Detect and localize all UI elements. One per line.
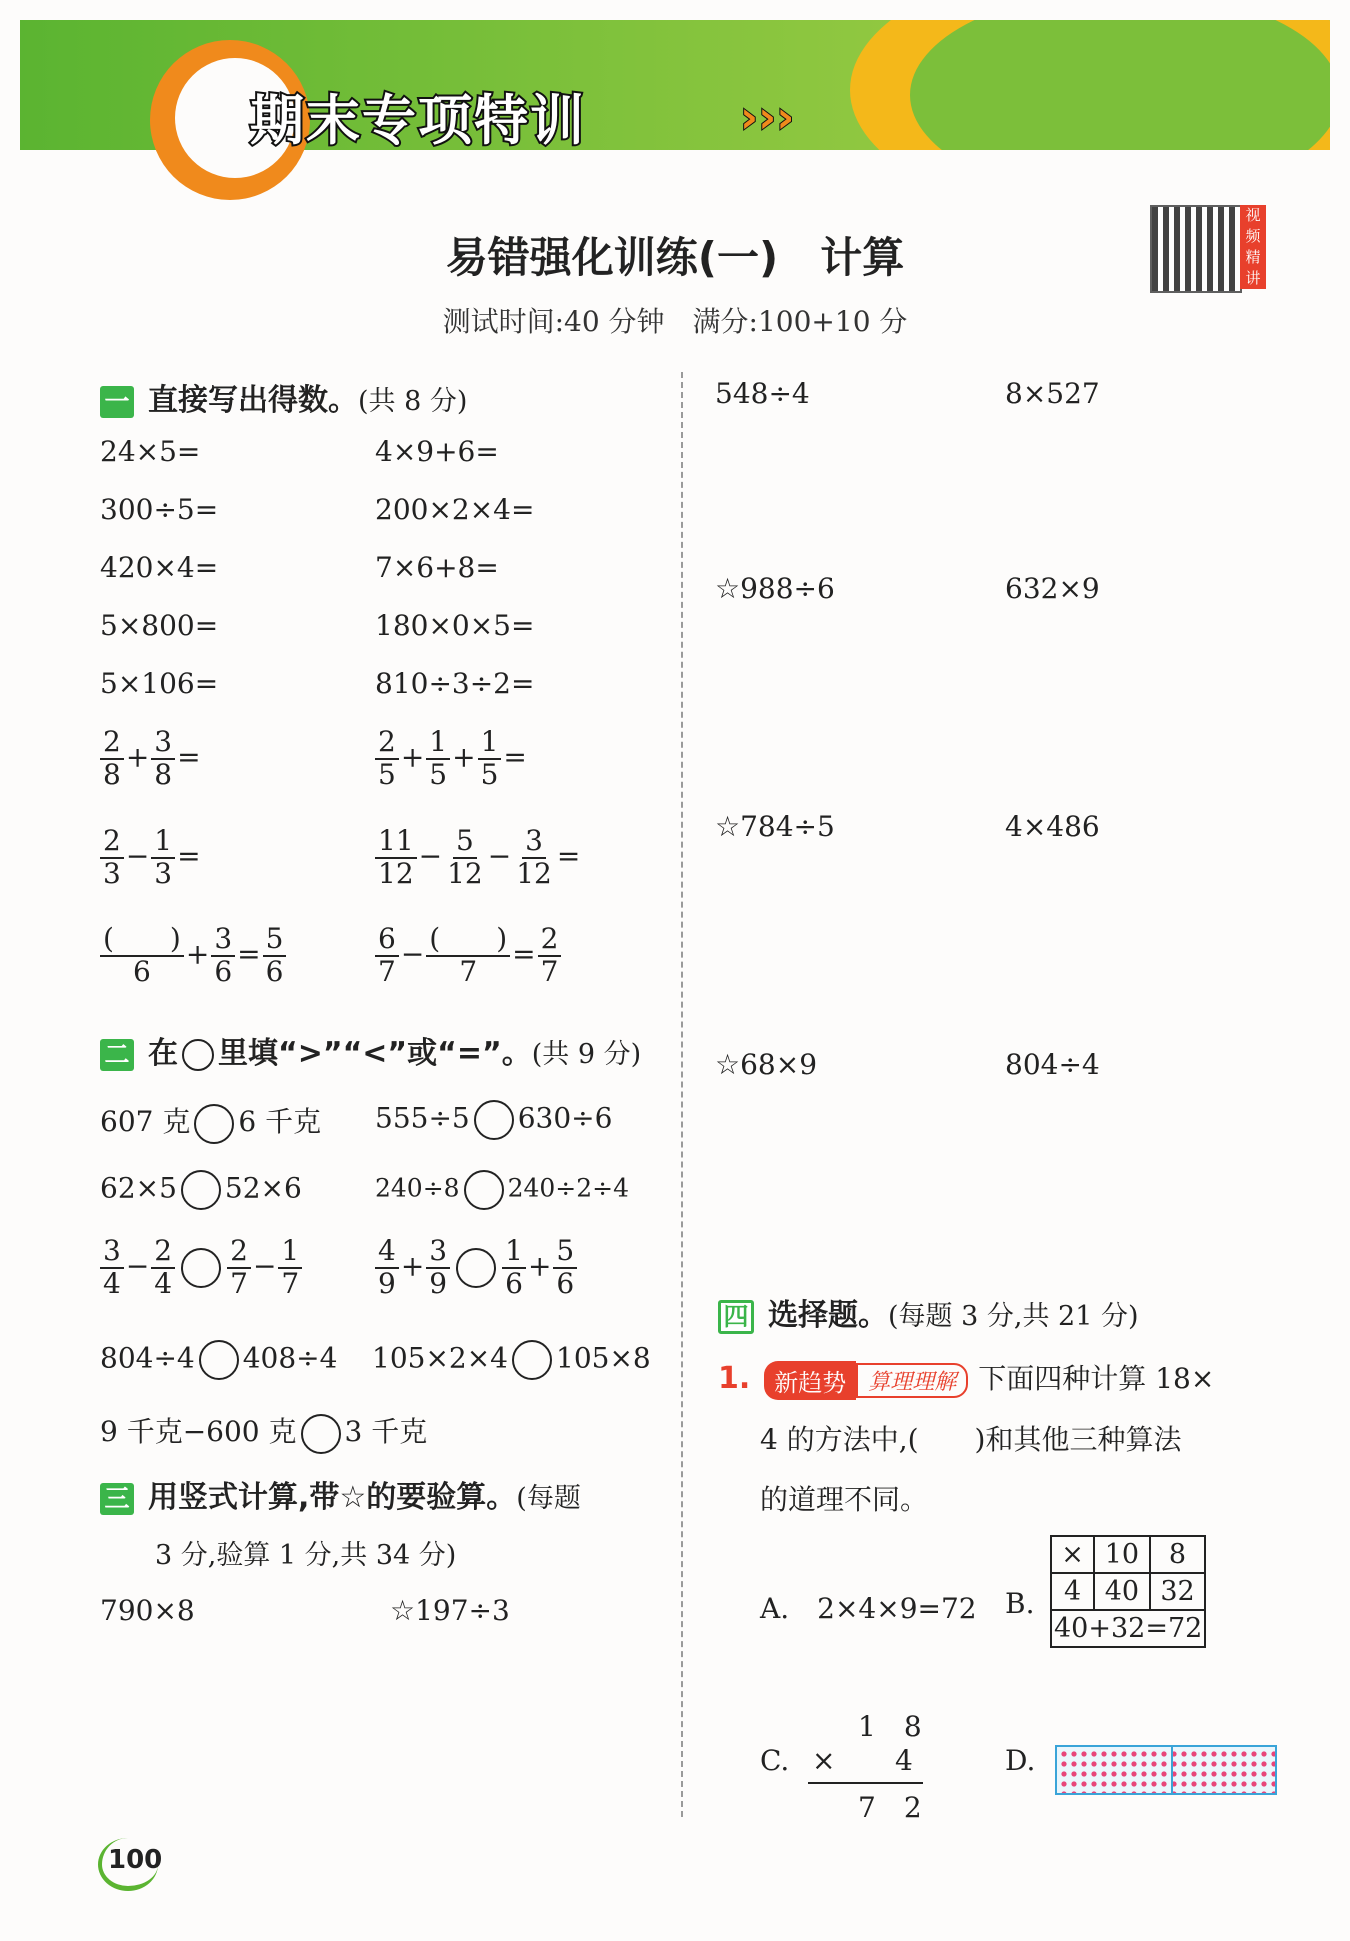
qr-video-label: 视频精讲: [1240, 205, 1266, 289]
calc-item: 7×6+8=: [375, 551, 499, 584]
circle-icon: [182, 1039, 214, 1071]
section2-badge: 二: [100, 1039, 134, 1071]
compare-item: 105×2×4 105×8: [372, 1340, 651, 1380]
fraction: $\frac{3}{8}$: [151, 727, 175, 791]
vertical-calc-item: ☆784÷5: [715, 810, 835, 843]
calc-item: 4×9+6=: [375, 435, 499, 468]
fraction-item: $\frac{2}{5}$ + $\frac{1}{5}$ + $\frac{1}{5}$ =: [373, 727, 527, 791]
fraction: $\frac{6}{7}$: [375, 924, 399, 988]
fraction: $\frac{1}{5}$: [426, 727, 450, 791]
fraction-item: $\frac{( )}{6}$ + $\frac{3}{6}$ = $\frac{5}{6}$: [98, 924, 288, 988]
compare-item: 555÷5 630÷6: [375, 1100, 612, 1140]
compare-circle[interactable]: [464, 1170, 504, 1210]
vertical-multiplication: 7 2: [858, 1791, 922, 1824]
section4-heading: 四 选择题。(每题 3 分,共 21 分): [718, 1290, 1139, 1334]
fraction-blank: $\frac{( )}{7}$: [426, 924, 510, 988]
calc-item: 200×2×4=: [375, 493, 535, 526]
vertical-calc-item: 632×9: [1005, 572, 1100, 605]
section3-heading: 三 用竖式计算,带☆的要验算。(每题: [100, 1472, 581, 1516]
section1-note: (共 8 分): [358, 386, 468, 417]
compare-item: 240÷8 240÷2÷4: [375, 1170, 629, 1210]
fraction-item: $\frac{2}{8}$ + $\frac{3}{8}$ =: [98, 727, 201, 791]
fraction: $\frac{3}{12}$: [516, 824, 552, 890]
compare-circle[interactable]: [181, 1248, 221, 1288]
vertical-calc-item: ☆68×9: [715, 1048, 818, 1081]
compare-item: 62×5 52×6: [100, 1170, 302, 1210]
fraction: $\frac{5}{12}$: [447, 824, 483, 890]
calc-item: 810÷3÷2=: [375, 667, 535, 700]
fraction: $\frac{5}{6}$: [263, 924, 287, 988]
banner-decoration: [910, 20, 1330, 150]
concept-tag: 算理理解: [856, 1363, 968, 1398]
page-number: 100: [108, 1845, 163, 1875]
fraction-item: $\frac{2}{3}$ − $\frac{1}{3}$ =: [98, 826, 201, 890]
vertical-multiplication: 1 8: [858, 1710, 922, 1743]
fraction-item: $\frac{6}{7}$ − $\frac{( )}{7}$ = $\frac{2}{7}$: [373, 924, 563, 988]
vertical-calc-item: ☆197÷3: [390, 1594, 510, 1627]
fraction: $\frac{2}{5}$: [375, 727, 399, 791]
column-divider: [681, 372, 683, 1817]
vertical-calc-item: ☆988÷6: [715, 572, 835, 605]
calc-item: 420×4=: [100, 551, 219, 584]
calc-item: 300÷5=: [100, 493, 219, 526]
dot-array-divider: [1171, 1745, 1173, 1795]
question-1-line2: 4 的方法中,( )和其他三种算法: [760, 1423, 1182, 1456]
page-subtitle: 测试时间:40 分钟 满分:100+10 分: [442, 305, 908, 338]
fraction: $\frac{2}{7}$: [538, 924, 562, 988]
multiply-sign: ×: [812, 1744, 836, 1777]
section4-badge: 四: [718, 1300, 754, 1334]
calc-line: [808, 1782, 923, 1784]
dot-array-diagram: [1055, 1745, 1277, 1795]
fraction: $\frac{11}{12}$: [375, 826, 417, 890]
qr-code-icon[interactable]: [1150, 205, 1242, 293]
calc-item: 5×800=: [100, 609, 219, 642]
section1-title: 直接写出得数。: [148, 383, 358, 418]
fraction: $\frac{1}{3}$: [151, 826, 175, 890]
vertical-multiplication: 4: [895, 1744, 913, 1777]
answer-blank[interactable]: ( ): [426, 924, 510, 957]
option-b-label[interactable]: B.: [1005, 1587, 1035, 1620]
fraction: $\frac{1}{5}$: [478, 727, 502, 791]
answer-blank[interactable]: ( ): [100, 924, 184, 957]
question-number: 1.: [718, 1361, 751, 1396]
vertical-calc-item: 548÷4: [715, 377, 810, 410]
option-c-label[interactable]: C.: [760, 1744, 790, 1777]
fraction: $\frac{3}{6}$: [211, 924, 235, 988]
compare-circle[interactable]: [456, 1248, 496, 1288]
compare-circle[interactable]: [194, 1104, 234, 1144]
fraction-blank: $\frac{( )}{6}$: [100, 924, 184, 988]
fraction: $\frac{2}{3}$: [100, 826, 124, 890]
compare-fraction-item: $\frac{4}{9}$ + $\frac{3}{9}$ $\frac{1}{6}$ + $\frac{5}{6}$: [373, 1236, 579, 1300]
compare-circle[interactable]: [301, 1414, 341, 1454]
double-arrow-icon: ›››: [740, 92, 795, 143]
vertical-calc-item: 4×486: [1005, 810, 1100, 843]
banner-title: 期末专项特训: [250, 89, 586, 152]
compare-circle[interactable]: [181, 1170, 221, 1210]
page-title: 易错强化训练(一) 计算: [445, 233, 905, 282]
compare-fraction-item: $\frac{3}{4}$ − $\frac{2}{4}$ $\frac{2}{7}$ − $\frac{1}{7}$: [98, 1236, 304, 1300]
option-a[interactable]: A. 2×4×9=72: [760, 1592, 977, 1625]
section2-heading: 二 在 里填“>”“<”或“=”。(共 9 分): [100, 1028, 641, 1072]
vertical-calc-item: 790×8: [100, 1594, 195, 1627]
section3-badge: 三: [100, 1483, 134, 1515]
calc-item: 24×5=: [100, 435, 201, 468]
compare-item: 607 克 6 千克: [100, 1100, 321, 1144]
trend-tag: 新趋势: [764, 1361, 856, 1400]
compare-circle[interactable]: [199, 1340, 239, 1380]
section3-note: 3 分,验算 1 分,共 34 分): [155, 1540, 457, 1571]
compare-circle[interactable]: [474, 1100, 514, 1140]
fraction-item: $\frac{11}{12}$ − $\frac{5}{12}$ − $\frac{3}{12}$ =: [373, 826, 580, 890]
compare-circle[interactable]: [512, 1340, 552, 1380]
section1-badge: 一: [100, 386, 134, 418]
question-1-line1: 1. 新趋势 算理理解 下面四种计算 18×: [718, 1357, 1214, 1400]
section1-heading: [100, 375, 467, 419]
calc-item: 180×0×5=: [375, 609, 535, 642]
fraction: $\frac{2}{8}$: [100, 727, 124, 791]
compare-item: 9 千克−600 克 3 千克: [100, 1410, 427, 1454]
compare-item: 804÷4 408÷4: [100, 1340, 337, 1380]
vertical-calc-item: 8×527: [1005, 377, 1100, 410]
calc-item: 5×106=: [100, 667, 219, 700]
option-b-table: × 10 8 4 40 32 40+32=72: [1050, 1535, 1206, 1648]
option-d-label[interactable]: D.: [1005, 1744, 1036, 1777]
vertical-calc-item: 804÷4: [1005, 1048, 1100, 1081]
question-1-line3: 的道理不同。: [760, 1483, 929, 1516]
